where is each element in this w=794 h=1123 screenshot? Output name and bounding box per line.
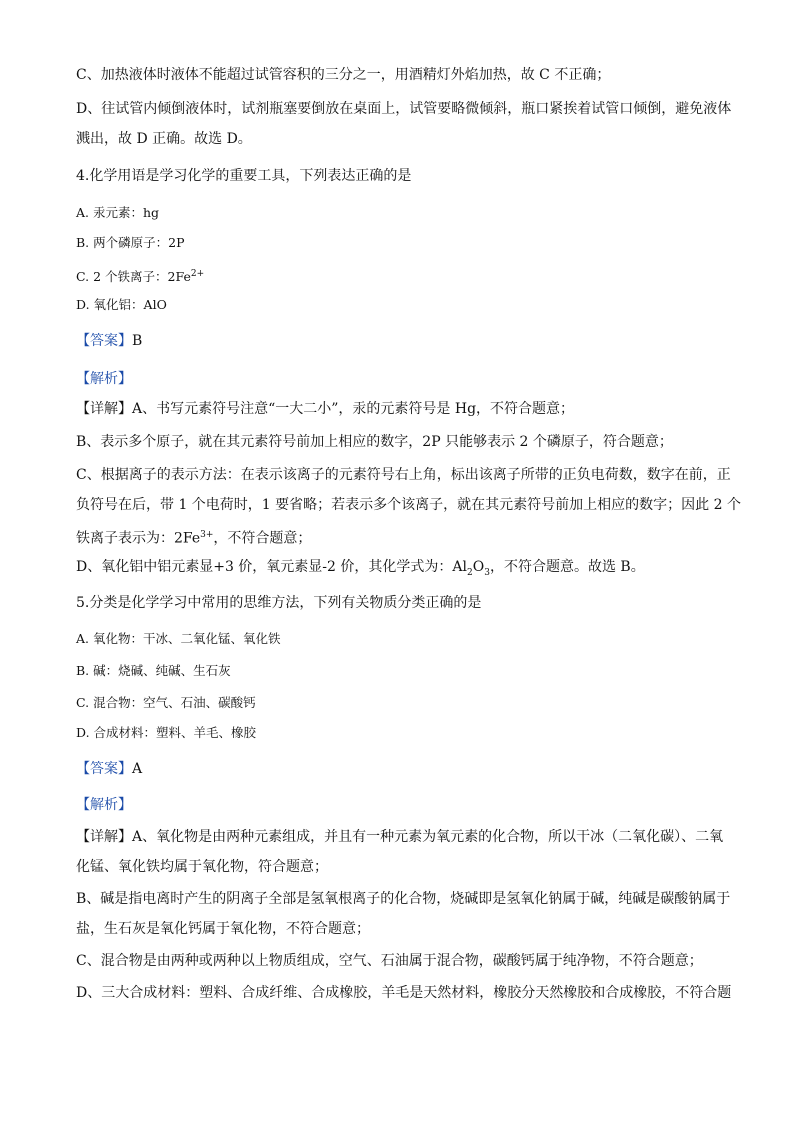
q5-option-a: A. 氧化物：干冰、二氧化锰、氧化铁 xyxy=(76,631,281,646)
q5-detail-a-2: 化锰、氧化铁均属于氧化物，符合题意； xyxy=(76,859,328,875)
q4-option-b: B. 两个磷原子：2P xyxy=(76,235,185,250)
q4-detail-c-3: 铁离子表示为：$2Fe^{3+}$，不符合题意； xyxy=(76,530,312,547)
q4-option-a: A. 汞元素：hg xyxy=(76,205,160,220)
q4-detail-b: B、表示多个原子，就在其元素符号前加上相应的数字，2P 只能够表示 2 个磷原子，符合题意； xyxy=(76,434,673,450)
q5-detail-b-2: 盐，生石灰是氧化钙属于氧化物，不符合题意； xyxy=(76,921,370,937)
q5-stem: 5.分类是化学学习中常用的思维方法，下列有关物质分类正确的是 xyxy=(76,595,482,611)
q4-detail-a: 【详解】A、书写元素符号注意“一大二小”，汞的元素符号是 Hg，不符合题意； xyxy=(76,401,575,417)
q5-answer-tag: 答案 xyxy=(90,761,118,777)
q5-analysis-heading: 【解析】 xyxy=(76,797,132,813)
q5-detail-d: D、三大合成材料：塑料、合成纤维、合成橡胶，羊毛是天然材料，橡胶分天然橡胶和合成橡胶，不符合题 xyxy=(76,985,732,1001)
prev-analysis-d-2: 溅出，故 D 正确。故选 D。 xyxy=(76,131,252,147)
q4-option-c: C. 2 个铁离子：$2Fe^{2+}$ xyxy=(76,269,205,285)
q4-option-d: D. 氧化铝：AlO xyxy=(76,297,167,312)
q5-detail-a-1: 【详解】A、氧化物是由两种元素组成，并且有一种元素为氧元素的化合物，所以干冰（二氧化碳）、二氧 xyxy=(76,829,724,845)
q5-option-b: B. 碱：烧碱、纯碱、生石灰 xyxy=(76,663,231,678)
q4-answer-tag: 答案 xyxy=(90,333,118,349)
q4-detail-d: D、氧化铝中铝元素显+3 价，氧元素显-2 价，其化学式为：$Al_2O_3$，不符合题意。故选 B。 xyxy=(76,559,645,578)
prev-analysis-d-1: D、往试管内倾倒液体时，试剂瓶塞要倒放在桌面上，试管要略微倾斜，瓶口紧挨着试管口倾倒，避免液体 xyxy=(76,101,732,117)
q4-answer: 【答案】B xyxy=(76,333,143,349)
q4-detail-c-1: C、根据离子的表示方法：在表示该离子的元素符号右上角，标出该离子所带的正负电荷数，数字在前，正 xyxy=(76,467,731,483)
q5-answer-value: A xyxy=(132,761,143,777)
prev-analysis-c: C、加热液体时液体不能超过试管容积的三分之一，用酒精灯外焰加热，故 C 不正确； xyxy=(76,67,611,83)
q4-detail-c-2: 负符号在后，带 1 个电荷时，1 要省略；若表示多个该离子，就在其元素符号前加上相应的数字；因此 2 个 xyxy=(76,497,741,513)
q4-stem: 4.化学用语是学习化学的重要工具，下列表达正确的是 xyxy=(76,168,412,184)
q4-answer-value: B xyxy=(132,333,143,349)
q5-answer: 【答案】A xyxy=(76,761,143,777)
q5-option-d: D. 合成材料：塑料、羊毛、橡胶 xyxy=(76,725,257,740)
q5-option-c: C. 混合物：空气、石油、碳酸钙 xyxy=(76,695,256,710)
q5-detail-b-1: B、碱是指电离时产生的阴离子全部是氢氧根离子的化合物，烧碱即是氢氧化钠属于碱，纯碱是碳酸钠属于 xyxy=(76,891,731,907)
q5-detail-c: C、混合物是由两种或两种以上物质组成，空气、石油属于混合物，碳酸钙属于纯净物，不符合题意； xyxy=(76,953,703,969)
q4-analysis-heading: 【解析】 xyxy=(76,371,132,387)
